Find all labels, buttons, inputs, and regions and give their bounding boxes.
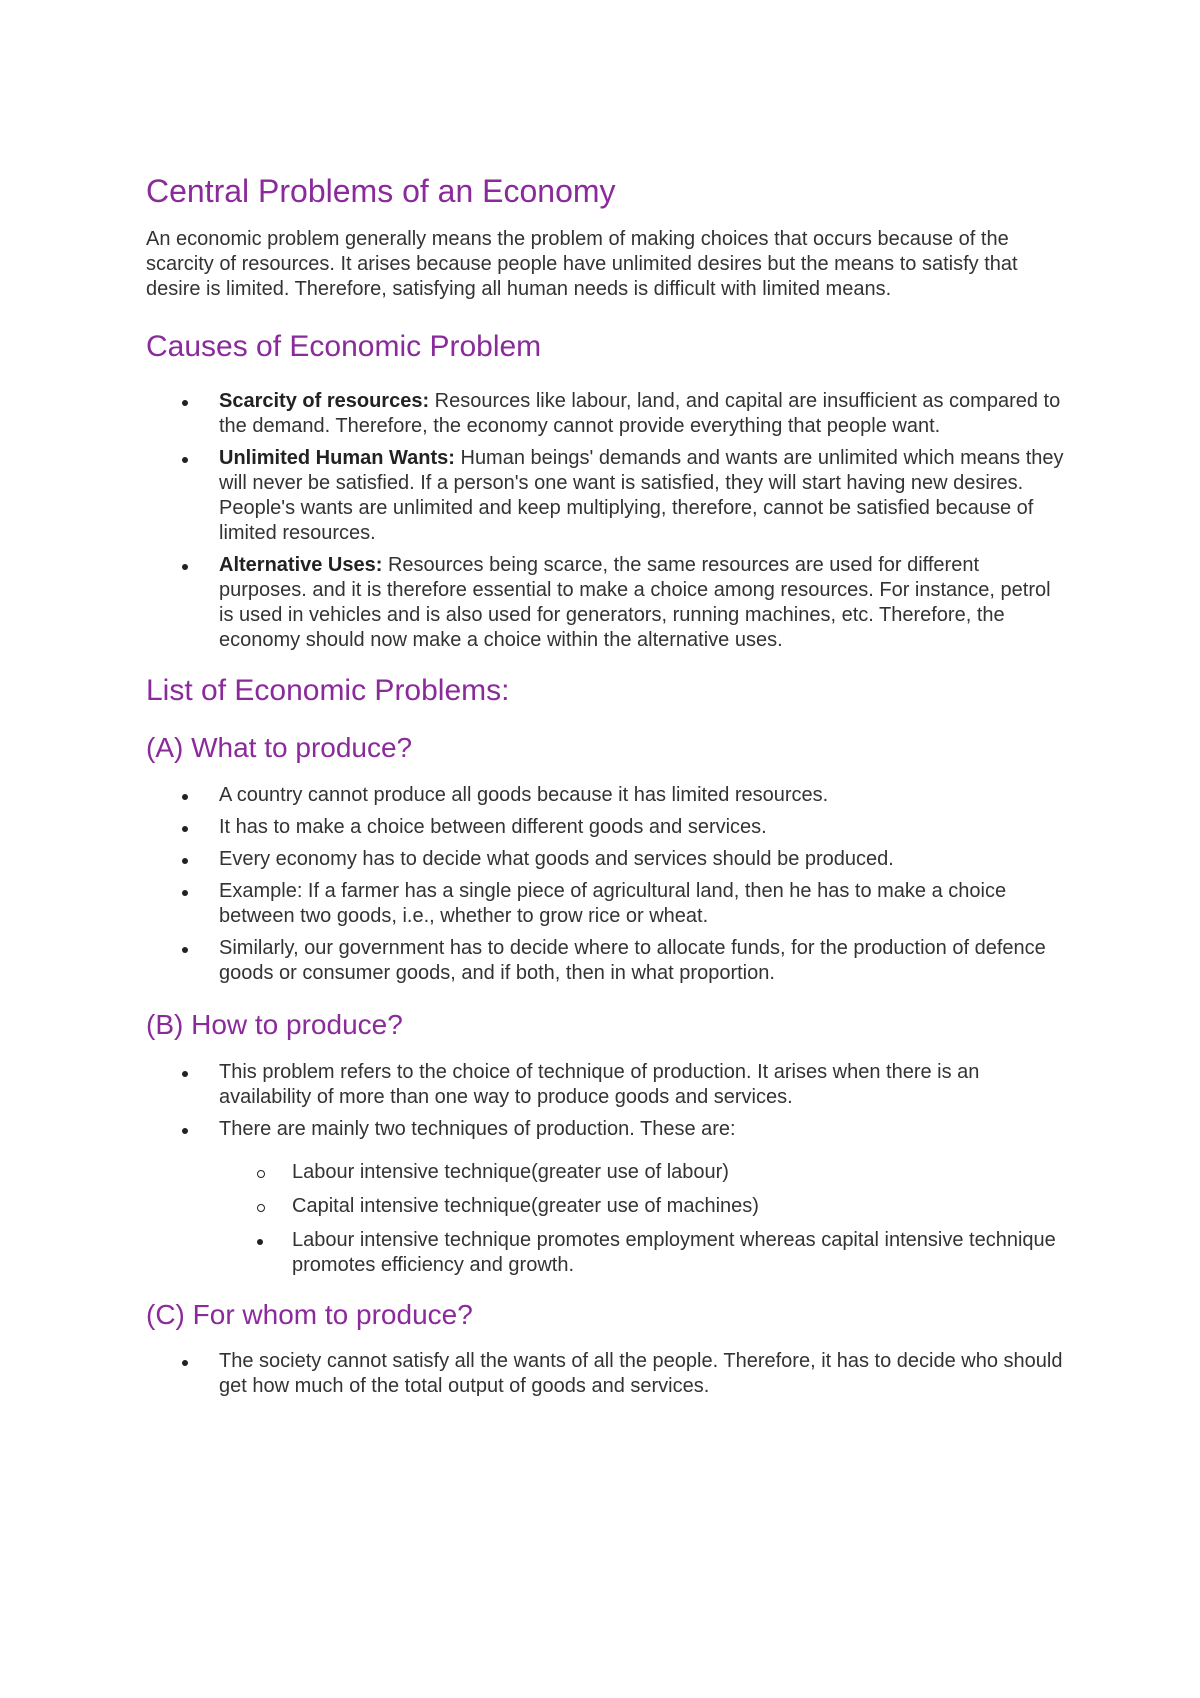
causes-list: [146, 389, 1066, 653]
list-item: [146, 389, 1066, 439]
list-item-text: This problem refers to the choice of technique of production. It arises when there is an availability of more than one way to produce goods and services.: [219, 1060, 980, 1108]
list-item-text: There are mainly two techniques of production. These are:: [219, 1117, 736, 1140]
list-item-text: The society cannot satisfy all the wants of all the people. Therefore, it has to decide who should get how much of the total output of goods and services.: [219, 1350, 1063, 1398]
bullet-icon: [182, 400, 188, 406]
circle-bullet-icon: [257, 1204, 265, 1212]
bullet-icon: [182, 1360, 188, 1366]
list-item: [146, 936, 1066, 986]
bullet-icon: [182, 1071, 188, 1077]
list-item: [146, 1117, 1066, 1142]
list-item-text: It has to make a choice between different goods and services.: [219, 815, 767, 838]
list-item-text: Labour intensive technique(greater use of labour): [292, 1160, 729, 1183]
list-item-text: Every economy has to decide what goods and services should be produced.: [219, 847, 894, 870]
bullet-icon: [182, 1128, 188, 1134]
list-item: [146, 847, 1066, 872]
term-label: Unlimited Human Wants:: [219, 447, 455, 470]
list-item-text: Labour intensive technique promotes employment whereas capital intensive technique promotes efficiency and growth.: [292, 1228, 1056, 1276]
what-list: [146, 783, 1066, 986]
list-item: [146, 783, 1066, 808]
document-title: Central Problems of an Economy: [146, 173, 616, 209]
list-item: [146, 446, 1066, 546]
bullet-icon: [182, 457, 188, 463]
bullet-icon: [182, 826, 188, 832]
list-item: [146, 1349, 1066, 1399]
bullet-icon: [182, 794, 188, 800]
list-item-text: A country cannot produce all goods because it has limited resources.: [219, 783, 829, 806]
list-item-text: Similarly, our government has to decide where to allocate funds, for the production of defence goods or consumer goods, and if both, then in what proportion.: [219, 936, 1046, 984]
sublist-item: [146, 1160, 1066, 1185]
list-item: [146, 1060, 1066, 1110]
document-page: [146, 172, 1066, 1406]
whom-heading: (C) For whom to produce?: [146, 1298, 473, 1330]
techniques-sublist: [146, 1160, 1066, 1278]
list-item-text: Example: If a farmer has a single piece of agricultural land, then he has to make a choice between two goods, i.e., whether to grow rice or wheat.: [219, 879, 1007, 927]
bullet-icon: [182, 890, 188, 896]
list-item: [146, 879, 1066, 929]
list-item-text: Capital intensive technique(greater use of machines): [292, 1194, 759, 1217]
how-heading: (B) How to produce?: [146, 1008, 403, 1040]
how-list: [146, 1060, 1066, 1142]
bullet-icon: [182, 858, 188, 864]
term-description: Resources being scarce, the same resources are used for different purposes. and it is therefore essential to make a choice among resources. For instance, petrol is used in vehicles and is also used for generators, running machines, etc. Therefore, the economy should now make a choice within the alternative uses.: [219, 554, 1051, 652]
intro-paragraph: An economic problem generally means the problem of making choices that occurs because of the scarcity of resources. It arises because people have unlimited desires but the means to satisfy that desire is limited. Therefore, satisfying all human needs is difficult with limited means.: [146, 228, 1018, 301]
circle-bullet-icon: [257, 1170, 265, 1178]
list-item: [146, 553, 1066, 653]
list-heading: List of Economic Problems:: [146, 674, 510, 708]
sublist-item: [146, 1228, 1066, 1278]
list-item: [146, 815, 1066, 840]
term-description: Human beings' demands and wants are unlimited which means they will never be satisfied. If a person's one want is satisfied, they will start having new desires. People's wants are unlimited and keep multiplying, therefore, cannot be satisfied because of limited resources.: [219, 447, 1064, 545]
whom-list: [146, 1349, 1066, 1399]
term-description: Resources like labour, land, and capital are insufficient as compared to the demand. Therefore, the economy cannot provide everything that people want.: [219, 390, 1061, 438]
term-label: Scarcity of resources:: [219, 390, 430, 413]
bullet-icon: [257, 1239, 263, 1245]
bullet-icon: [182, 947, 188, 953]
sublist-item: [146, 1194, 1066, 1219]
causes-heading: Causes of Economic Problem: [146, 330, 542, 364]
term-label: Alternative Uses:: [219, 554, 383, 577]
bullet-icon: [182, 564, 188, 570]
what-heading: (A) What to produce?: [146, 732, 413, 764]
